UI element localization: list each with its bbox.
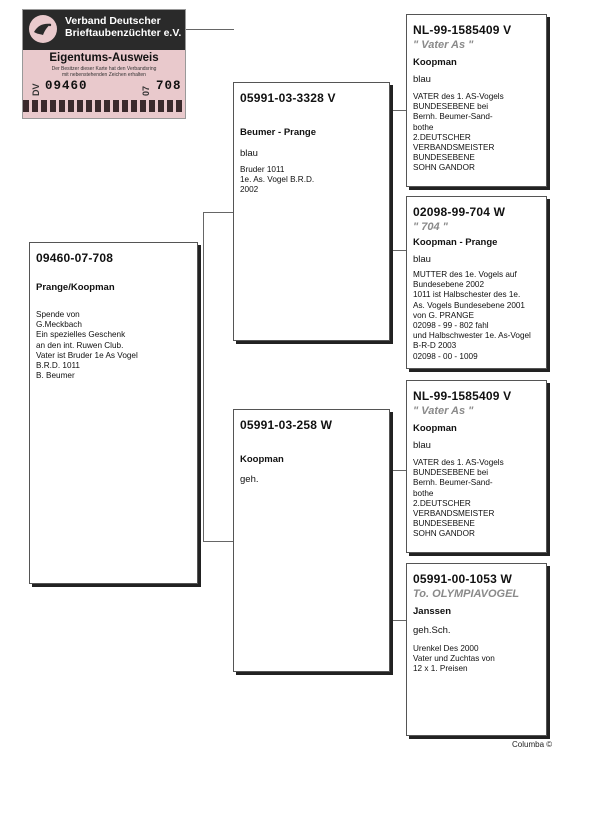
mother-card [233,409,390,672]
mother-ring: 05991-03-258 W [240,418,333,432]
association-line1: Verband Deutscher [65,15,161,27]
sticker-pattern-band [23,100,185,112]
columba-brand: Columba © [512,740,553,749]
sticker-year: 07 [141,85,151,96]
connector-mother [203,541,233,542]
ff-notes: VATER des 1. AS-Vogels BUNDESEBENE bei Bernh. Beumer-Sand- bothe 2.DEUTSCHER VERBANDSMEISTER BUNDESEBENE SOHN GANDOR [413,92,504,173]
mf-card [406,380,547,553]
mf-notes: VATER des 1. AS-Vogels BUNDESEBENE bei Bernh. Beumer-Sand- bothe 2.DEUTSCHER VERBANDSMEISTER BUNDESEBENE SOHN GANDOR [413,458,504,539]
father-card [233,82,390,341]
mf-nickname: " Vater As " [413,405,474,417]
mm-nickname: To. OLYMPIAVOGEL [413,588,520,600]
mm-ring: 05991-00-1053 W [413,572,513,586]
ff-nickname: " Vater As " [413,39,474,51]
sticker-fine-print: Der Besitzer dieser Karte hat den Verbandsring mit nebenstehenden Zeichen erhalten [51,66,157,78]
mf-name: Koopman [413,423,457,434]
fm-name: Koopman - Prange [413,237,498,248]
sticker-title: Eigentums-Ausweis [49,52,159,64]
connector-subject [203,212,204,542]
ff-ring: NL-99-1585409 V [413,23,512,37]
sticker-ring-id: 708 [156,79,182,93]
connector-ff [392,110,406,111]
ff-card [406,14,547,187]
fm-ring: 02098-99-704 W [413,205,506,219]
sticker-dv: DV [31,83,41,96]
sticker-header [23,10,185,50]
fm-nickname: " 704 " [413,221,448,233]
father-ring: 05991-03-3328 V [240,91,336,105]
connector-mf [392,470,406,471]
ff-name: Koopman [413,57,457,68]
ownership-sticker [22,9,186,119]
father-name: Beumer - Prange [240,127,317,138]
mf-ring: NL-99-1585409 V [413,389,512,403]
ff-color: blau [413,74,431,85]
subject-name: Prange/Koopman [36,282,115,293]
mm-color: geh.Sch. [413,625,451,636]
connector-fm [392,250,406,251]
subject-card [29,242,198,584]
mm-name: Janssen [413,606,452,617]
mm-notes: Urenkel Des 2000 Vater und Zuchtas von 12 x 1. Preisen [413,644,495,674]
mother-name: Koopman [240,454,284,465]
connector-father-parents [392,110,393,250]
fm-card [406,196,547,369]
sticker-pointer-line [186,29,234,30]
father-notes: Bruder 1011 1e. As. Vogel B.R.D. 2002 [240,165,315,195]
mother-color: geh. [240,474,259,485]
pigeon-logo-icon [29,15,57,43]
sticker-ring-number: 09460 [45,79,88,93]
connector-father [203,212,233,213]
connector-mother-parents [392,470,393,620]
subject-ring: 09460-07-708 [36,251,114,265]
association-line2: Brieftaubenzüchter e.V. [65,27,182,39]
subject-notes: Spende von G.Meckbach Ein spezielles Geschenk an den int. Ruwen Club. Vater ist Bruder 1e As Vogel B.R.D. 1011 B. Beumer [36,310,138,381]
fm-notes: MUTTER des 1e. Vogels auf Bundesebene 2002 1011 ist Halbschester des 1e. As. Vogels Bundesebene 2001 von G. PRANGE 02098 - 99 - 802 fahl und Halbschwester 1e. As-Vogel B-R-D 2003 02098 - 00 - 1009 [413,270,531,361]
mm-card [406,563,547,736]
mf-color: blau [413,440,431,451]
fm-color: blau [413,254,431,265]
father-color: blau [240,148,258,159]
connector-mm [392,620,406,621]
